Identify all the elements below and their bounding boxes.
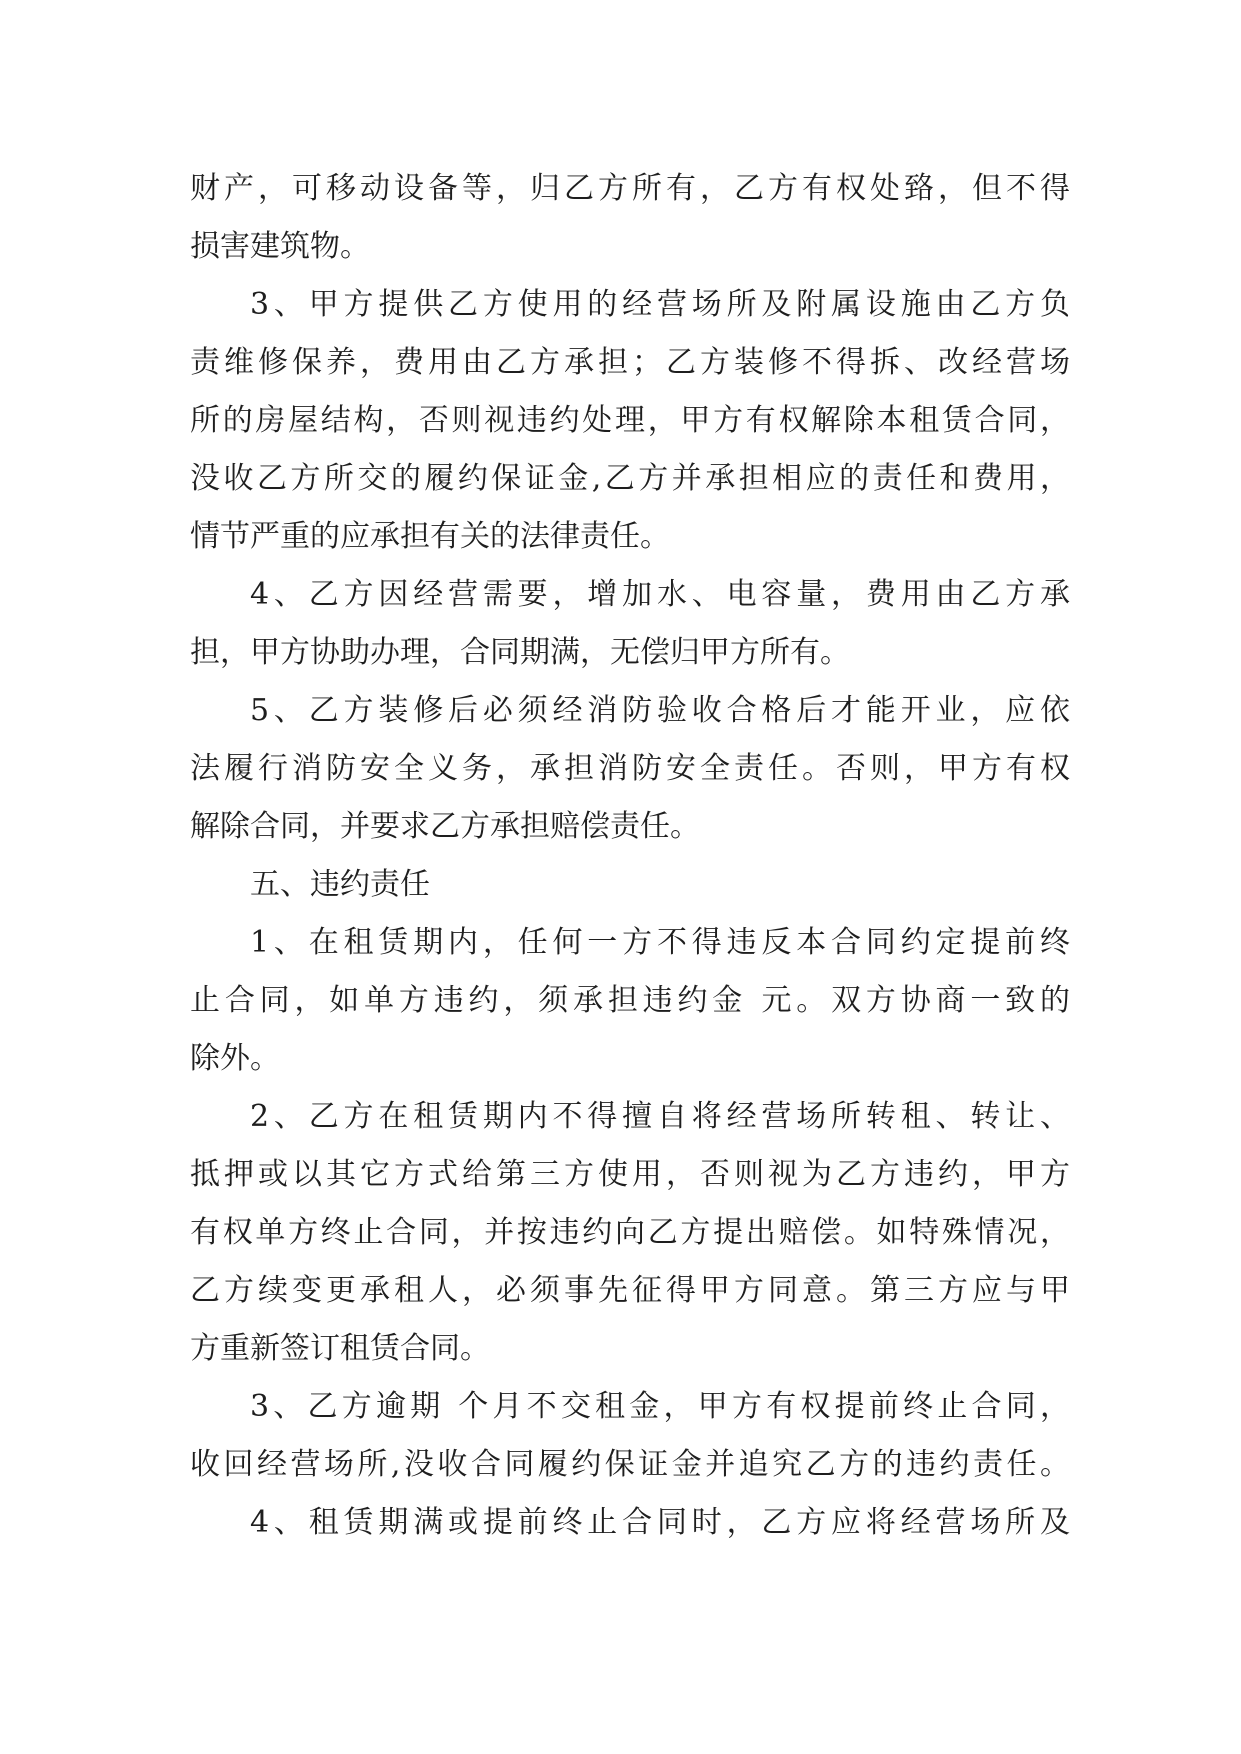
text-line: 乙方续变更承租人，必须事先征得甲方同意。第三方应与甲 <box>190 1273 1070 1308</box>
text-line: 没收乙方所交的履约保证金,乙方并承担相应的责任和费用， <box>190 461 1070 496</box>
text-line: 损害建筑物。 <box>190 229 370 264</box>
text-line: 法履行消防安全义务，承担消防安全责任。否则，甲方有权 <box>190 751 1070 786</box>
text-line: 方重新签订租赁合同。 <box>190 1331 490 1366</box>
text-line: 4、乙方因经营需要，增加水、电容量，费用由乙方承 <box>250 577 1070 612</box>
text-line: 止合同，如单方违约，须承担违约金 元。双方协商一致的 <box>190 983 1070 1018</box>
text-line: 3、乙方逾期 个月不交租金，甲方有权提前终止合同， <box>250 1389 1070 1424</box>
text-line: 五、违约责任 <box>250 867 430 902</box>
text-line: 有权单方终止合同，并按违约向乙方提出赔偿。如特殊情况， <box>190 1215 1070 1250</box>
text-line: 2、乙方在租赁期内不得擅自将经营场所转租、转让、 <box>250 1099 1070 1134</box>
text-line: 所的房屋结构，否则视违约处理，甲方有权解除本租赁合同， <box>190 403 1070 438</box>
text-line: 责维修保养，费用由乙方承担；乙方装修不得拆、改经营场 <box>190 345 1070 380</box>
document-body <box>190 160 1070 1552</box>
text-line: 解除合同，并要求乙方承担赔偿责任。 <box>190 809 700 844</box>
text-line: 1、在租赁期内，任何一方不得违反本合同约定提前终 <box>250 925 1070 960</box>
text-line: 除外。 <box>190 1041 280 1076</box>
text-line: 情节严重的应承担有关的法律责任。 <box>190 519 670 554</box>
text-line: 抵押或以其它方式给第三方使用，否则视为乙方违约，甲方 <box>190 1157 1070 1192</box>
text-line: 担，甲方协助办理，合同期满，无偿归甲方所有。 <box>190 635 850 670</box>
text-line: 收回经营场所,没收合同履约保证金并追究乙方的违约责任。 <box>190 1447 1070 1482</box>
text-line: 4、租赁期满或提前终止合同时，乙方应将经营场所及 <box>250 1505 1070 1540</box>
text-line: 财产，可移动设备等，归乙方所有，乙方有权处臵，但不得 <box>190 171 1070 206</box>
text-line: 3、甲方提供乙方使用的经营场所及附属设施由乙方负 <box>250 287 1070 322</box>
text-line: 5、乙方装修后必须经消防验收合格后才能开业，应依 <box>250 693 1070 728</box>
